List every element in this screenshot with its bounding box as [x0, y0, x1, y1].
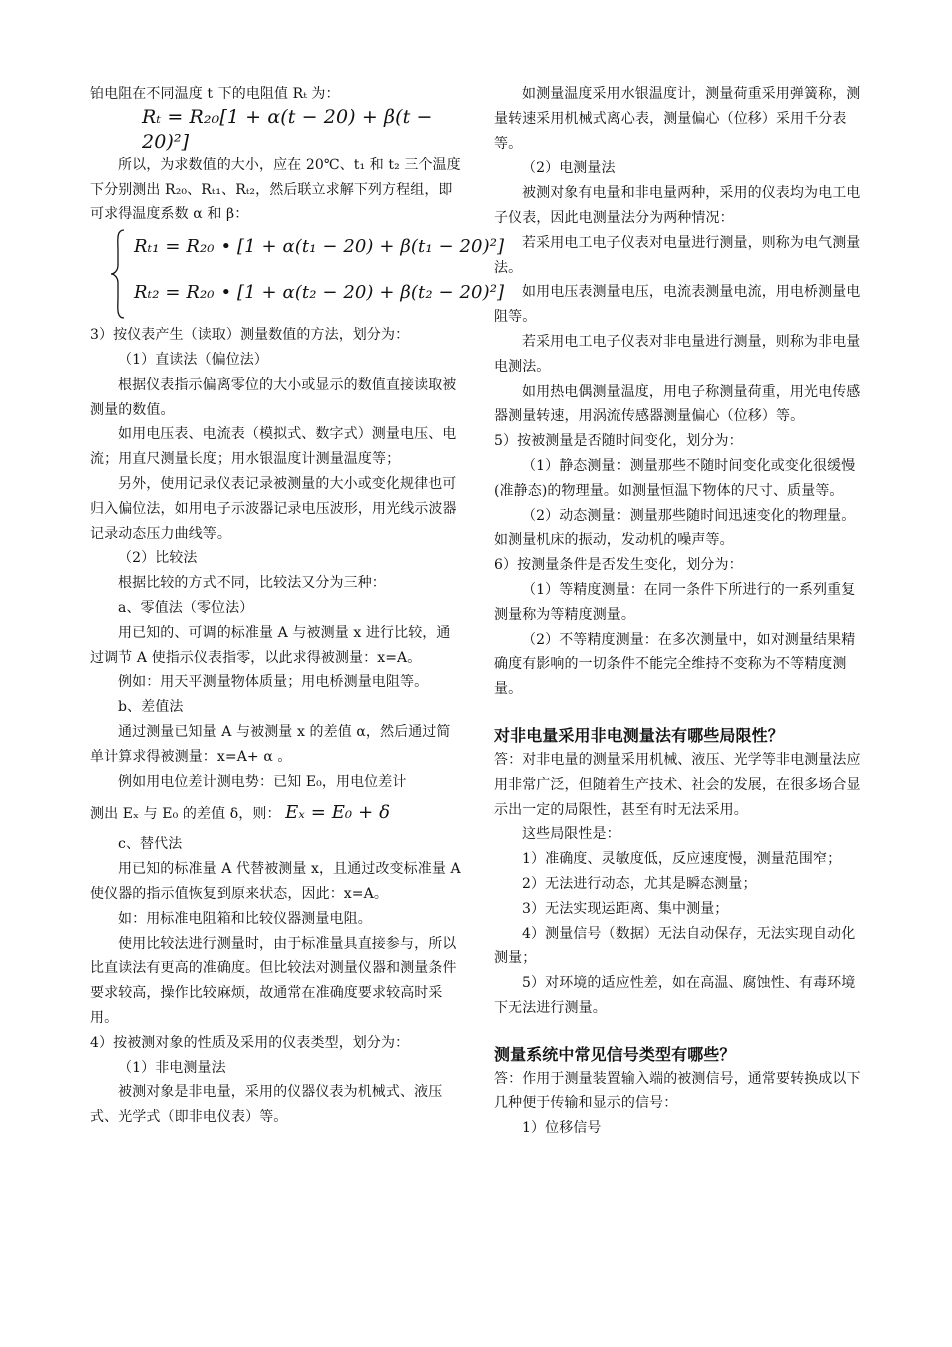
subsection-title: （2）比较法 — [118, 550, 198, 567]
paragraph: 所以，为求数值的大小，应在 20℃、t₁ 和 t₂ 三个温度下分别测出 R₂₀、Rₜ₁、Rₜ₂，然后联立求解下列方程组，即可求得温度系数 α 和 β： — [90, 156, 461, 223]
paragraph-with-formula — [90, 794, 462, 832]
paragraph: 若采用电工电子仪表对电量进行测量，则称为电气测量法。 — [494, 234, 861, 276]
paragraph: 根据比较的方式不同，比较法又分为三种： — [118, 575, 386, 592]
list-item: 2）无法进行动态，尤其是瞬态测量； — [522, 875, 757, 892]
paragraph: 这些局限性是： — [522, 826, 621, 843]
left-brace-icon — [110, 229, 126, 319]
section-item: 5）按被测量是否随时间变化，划分为： — [494, 433, 743, 450]
paragraph: 若采用电工电子仪表对非电量进行测量，则称为非电量电测法。 — [494, 333, 861, 375]
equation-t1: Rₜ₁ = R₂₀ • [1 + α(t₁ − 20) + β(t₁ − 20)²] — [134, 236, 505, 258]
paragraph: （1）等精度测量：在同一条件下所进行的一系列重复测量称为等精度测量。 — [494, 581, 856, 623]
subsection-title: b、差值法 — [118, 699, 184, 716]
paragraph: 用已知的、可调的标准量 A 与被测量 x 进行比较，通过调节 A 使指示仪表指零，以此求得被测量：x=A。 — [90, 624, 451, 666]
subsection-title: （2）电测量法 — [522, 160, 616, 177]
paragraph: 被测对象有电量和非电量两种，采用的仪表均为电工电子仪表，因此电测量法分为两种情况： — [494, 185, 861, 226]
paragraph: （2）不等精度测量：在多次测量中，如对测量结果精确度有影响的一切条件不能完全维持不变称为不等精度测量。 — [494, 631, 856, 698]
paragraph: 用已知的标准量 A 代替被测量 x，且通过改变标准量 A 使仪器的指示值恢复到原来状态，因此：x=A。 — [90, 861, 461, 902]
section-item: 3）按仪表产生（读取）测量数值的方法，划分为： — [90, 327, 410, 344]
equation-system — [90, 227, 505, 323]
paragraph: 另外，使用记录仪表记录被测量的大小或变化规律也可归入偏位法，如用电子示波器记录电压波形，用光线示波器记录动态压力曲线等。 — [90, 475, 457, 542]
equation-t2: Rₜ₂ = R₂₀ • [1 + α(t₂ − 20) + β(t₂ − 20)²] — [134, 282, 505, 304]
paragraph: 通过测量已知量 A 与被测量 x 的差值 α，然后通过简单计算求得被测量：x=A+ α 。 — [90, 723, 451, 765]
paragraph: 使用比较法进行测量时，由于标准量具直接参与，所以比直读法有更高的准确度。但比较法对测量仪器和测量条件要求较高，操作比较麻烦，故通常在准确度要求较高时采用。 — [90, 935, 457, 1026]
right-column — [494, 82, 866, 1141]
paragraph: 例如：用天平测量物体质量；用电桥测量电阻等。 — [118, 674, 429, 691]
left-column — [90, 82, 505, 1130]
paragraph: 例如用电位差计测电势：已知 E₀，用电位差计 — [118, 773, 407, 790]
list-item: 1）准确度、灵敏度低，反应速度慢，测量范围窄； — [522, 851, 842, 868]
question-heading: 测量系统中常见信号类型有哪些？ — [494, 1044, 736, 1064]
answer-paragraph: 答：对非电量的测量采用机械、液压、光学等非电测量法应用非常广泛，但随着生产技术、社会的发展，在很多场合显示出一定的局限性，甚至有时无法采用。 — [494, 751, 861, 818]
section-item: 6）按测量条件是否发生变化，划分为： — [494, 557, 743, 574]
list-item: 4）测量信号（数据）无法自动保存，无法实现自动化测量； — [494, 925, 856, 967]
paragraph: 如用电压表测量电压，电流表测量电流，用电桥测量电阻等。 — [494, 284, 861, 326]
list-item: 5）对环境的适应性差，如在高温、腐蚀性、有毒环境下无法进行测量。 — [494, 975, 856, 1016]
paragraph: （2）动态测量：测量那些随时间迅速变化的物理量。如测量机床的振动，发动机的噪声等。 — [494, 507, 856, 549]
paragraph: 铂电阻在不同温度 t 下的电阻值 Rₜ 为： — [90, 86, 340, 102]
subsection-title: a、零值法（零位法） — [118, 599, 254, 616]
question-heading: 对非电量采用非电测量法有哪些局限性？ — [494, 725, 784, 745]
list-item: 3）无法实现运距离、集中测量； — [522, 900, 729, 917]
resistance-formula: Rₜ = R₂₀[1 + α(t − 20) + β(t − 20)²] — [142, 106, 433, 153]
subsection-title: c、替代法 — [118, 836, 183, 853]
paragraph: 根据仪表指示偏离零位的大小或显示的数值直接读取被测量的数值。 — [90, 376, 457, 418]
paragraph: 如：用标准电阻箱和比较仪器测量电阻。 — [118, 910, 372, 927]
paragraph: 如用热电偶测量温度，用电子称测量荷重，用光电传感器测量转速，用涡流传感器测量偏心（位移）等。 — [494, 383, 861, 425]
subsection-title: （1）非电测量法 — [118, 1059, 226, 1076]
paragraph: 如测量温度采用水银温度计，测量荷重采用弹簧称，测量转速采用机械式离心表，测量偏心（位移）采用千分表等。 — [494, 86, 861, 152]
subsection-title: （1）直读法（偏位法） — [118, 351, 269, 368]
section-item: 4）按被测对象的性质及采用的仪表类型，划分为： — [90, 1034, 410, 1051]
paragraph: 被测对象是非电量，采用的仪器仪表为机械式、液压式、光学式（即非电仪表）等。 — [90, 1084, 443, 1126]
paragraph: （1）静态测量：测量那些不随时间变化或变化很缓慢(准静态)的物理量。如测量恒温下物体的尺寸、质量等。 — [494, 457, 856, 499]
list-item: 1）位移信号 — [522, 1120, 602, 1137]
formula-lead-text: 测出 Eₓ 与 E₀ 的差值 δ，则： — [90, 806, 281, 823]
paragraph: 如用电压表、电流表（模拟式、数字式）测量电压、电流；用直尺测量长度；用水银温度计测量温度等； — [90, 426, 457, 468]
potential-formula: Eₓ = E₀ + δ — [285, 802, 391, 824]
answer-paragraph: 答：作用于测量装置输入端的被测信号，通常要转换成以下几种便于传输和显示的信号： — [494, 1070, 861, 1112]
